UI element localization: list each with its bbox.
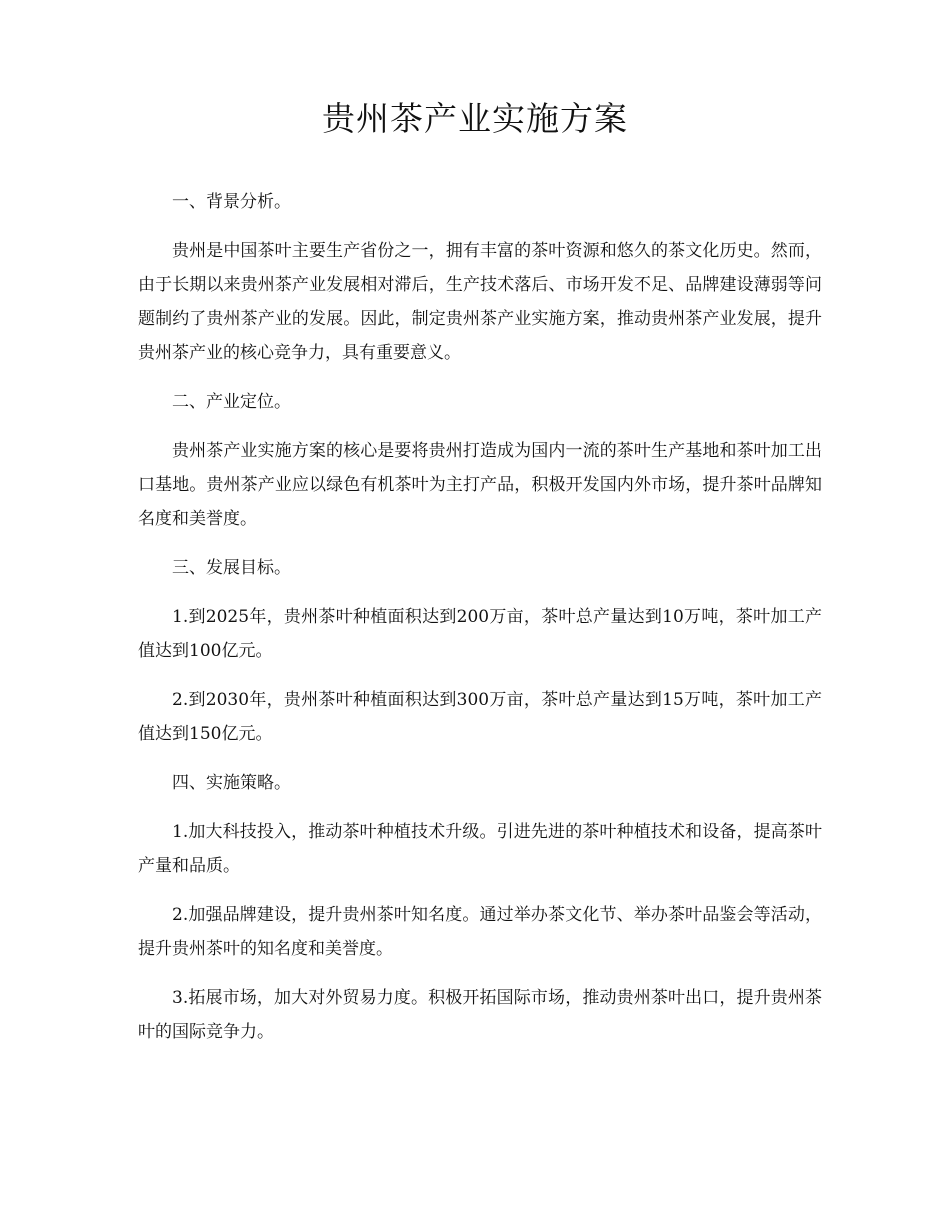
section-heading-goals: 三、发展目标。	[172, 558, 291, 578]
paragraph-goal-2025: 1.到2025年，贵州茶叶种植面积达到200万亩，茶叶总产量达到10万吨，茶叶加工产值达到100亿元。	[138, 607, 822, 661]
paragraph-positioning: 贵州茶产业实施方案的核心是要将贵州打造成为国内一流的茶叶生产基地和茶叶加工出口基地。贵州茶产业应以绿色有机茶叶为主打产品，积极开发国内外市场，提升茶叶品牌知名度和美誉度。	[138, 441, 822, 529]
paragraph-strategy-technology: 1.加大科技投入，推动茶叶种植技术升级。引进先进的茶叶种植技术和设备，提高茶叶产量和品质。	[138, 822, 822, 876]
document-title: 贵州茶产业实施方案	[322, 99, 628, 138]
document-body	[138, 185, 822, 1064]
section-heading-strategy: 四、实施策略。	[172, 773, 291, 793]
section-heading-background: 一、背景分析。	[172, 192, 291, 212]
paragraph-strategy-brand: 2.加强品牌建设，提升贵州茶叶知名度。通过举办茶文化节、举办茶叶品鉴会等活动，提升贵州茶叶的知名度和美誉度。	[138, 905, 822, 959]
section-heading-positioning: 二、产业定位。	[172, 392, 291, 412]
paragraph-background: 贵州是中国茶叶主要生产省份之一，拥有丰富的茶叶资源和悠久的茶文化历史。然而，由于长期以来贵州茶产业发展相对滞后，生产技术落后、市场开发不足、品牌建设薄弱等问题制约了贵州茶产业的发展。因此，制定贵州茶产业实施方案，推动贵州茶产业发展，提升贵州茶产业的核心竞争力，具有重要意义。	[138, 241, 822, 363]
paragraph-goal-2030: 2.到2030年，贵州茶叶种植面积达到300万亩，茶叶总产量达到15万吨，茶叶加工产值达到150亿元。	[138, 690, 822, 744]
paragraph-strategy-market: 3.拓展市场，加大对外贸易力度。积极开拓国际市场，推动贵州茶叶出口，提升贵州茶叶的国际竞争力。	[138, 988, 822, 1042]
